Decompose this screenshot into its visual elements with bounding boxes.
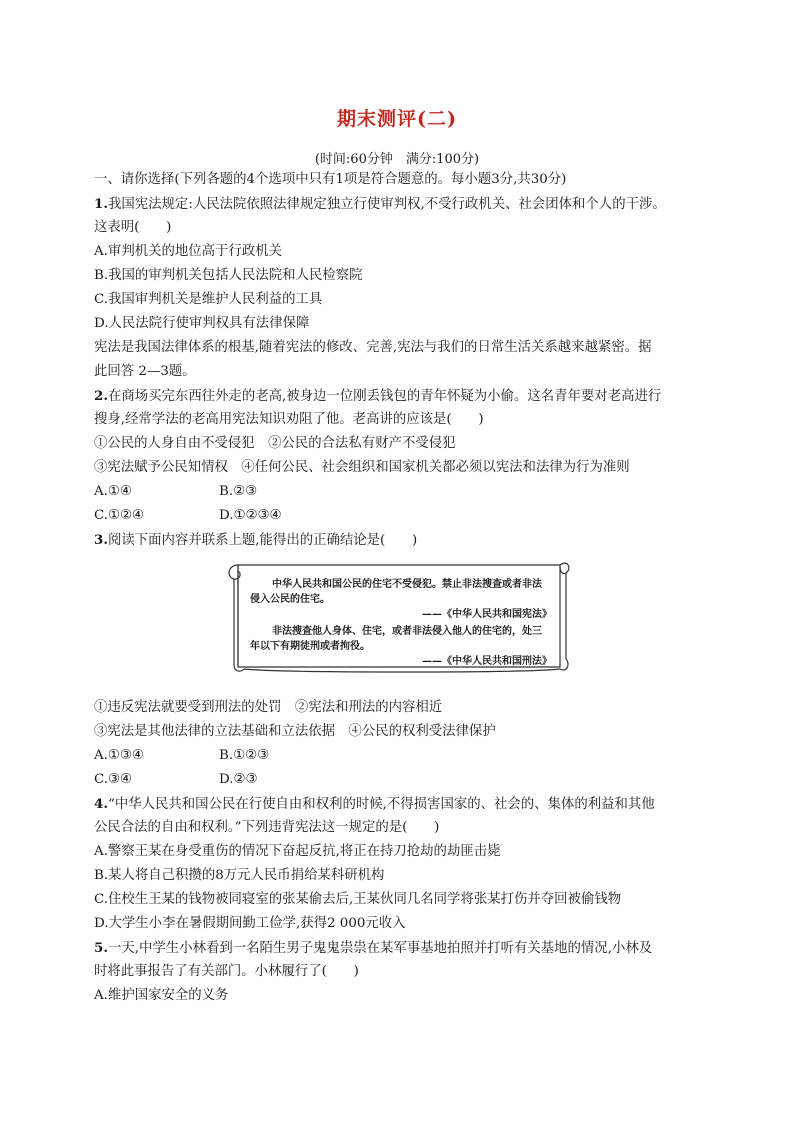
q2-option-a: A.①④ xyxy=(94,484,132,499)
question-number: 3. xyxy=(94,532,108,548)
question-text: 在商场买完东西往外走的老高,被身边一位刚丢钱包的青年怀疑为小偷。这名青年要对老高进行 xyxy=(107,389,662,404)
question-1-stem-cont: 这表明( ) xyxy=(94,220,172,235)
q2-options-row-2 xyxy=(94,506,282,526)
criminal-law-source: ——《中华人民共和国刑法》 xyxy=(422,656,552,667)
question-3-stem xyxy=(94,530,417,551)
q1-option-c: C.我国审判机关是维护人民利益的工具 xyxy=(94,292,323,307)
q1-option-d: D.人民法院行使审判权具有法律保障 xyxy=(94,316,310,331)
question-text: 我国宪法规定:人民法院依照法律规定独立行使审判权,不受行政机关、社会团体和个人的干涉。 xyxy=(107,197,666,212)
criminal-law-quote-line1: 非法搜查他人身体、住宅，或者非法侵入他人的住宅的，处三 xyxy=(272,626,542,637)
q2-option-b: B.②③ xyxy=(219,484,258,499)
question-4-stem-cont: 公民合法的自由和权利。”下列违背宪法这一规定的是( ) xyxy=(94,820,440,835)
question-number: 5. xyxy=(94,940,108,956)
question-text: 一天,中学生小林看到一名陌生男子鬼鬼祟祟在某军事基地拍照并打听有关基地的情况,小林及 xyxy=(107,941,653,956)
q4-option-a: A.警察王某在身受重伤的情况下奋起反抗,将正在持刀抢劫的劫匪击毙 xyxy=(94,844,501,859)
material-intro-cont: 此回答 2—3题。 xyxy=(94,364,196,379)
q4-option-d: D.大学生小李在暑假期间勤工俭学,获得2 000元收入 xyxy=(94,916,406,931)
q3-option-c: C.③④ xyxy=(94,772,133,787)
question-text: “中华人民共和国公民在行使自由和权利的时候,不得损害国家的、社会的、集体的利益和其他 xyxy=(107,797,655,812)
question-2-stem-cont: 搜身,经常学法的老高用宪法知识劝阻了他。老高讲的应该是( ) xyxy=(94,412,484,427)
constitution-source: ——《中华人民共和国宪法》 xyxy=(422,609,552,620)
q3-option-b: B.①②③ xyxy=(219,748,270,763)
q2-items-2: ③宪法赋予公民知情权 ④任何公民、社会组织和国家机关都必须以宪法和法律为行为准则 xyxy=(94,460,630,475)
page-title: 期末测评(二) xyxy=(337,108,457,130)
q3-option-a: A.①③④ xyxy=(94,748,144,763)
question-1-stem xyxy=(94,194,666,215)
criminal-law-quote-line2: 年以下有期徒刑或者拘役。 xyxy=(250,641,370,652)
question-number: 1. xyxy=(94,196,108,212)
question-text: 阅读下面内容并联系上题,能得出的正确结论是( ) xyxy=(107,533,418,548)
q3-options-row-1 xyxy=(94,746,269,766)
exam-info: (时间:60分钟 满分:100分) xyxy=(314,152,480,167)
material-intro: 宪法是我国法律体系的根基,随着宪法的修改、完善,宪法与我们的日常生活关系越来越紧密。据 xyxy=(94,340,652,355)
constitution-quote-line2: 侵入公民的住宅。 xyxy=(250,594,330,605)
q3-option-d: D.②③ xyxy=(219,772,258,787)
question-2-stem xyxy=(94,386,661,407)
q3-options-row-2 xyxy=(94,770,258,790)
constitution-quote-line1: 中华人民共和国公民的住宅不受侵犯。禁止非法搜查或者非法 xyxy=(272,579,542,590)
q2-option-c: C.①②④ xyxy=(94,508,145,523)
question-number: 4. xyxy=(94,796,108,812)
q4-option-c: C.住校生王某的钱物被同寝室的张某偷去后,王某伙同几名同学将张某打伤并夺回被偷钱物 xyxy=(94,892,622,907)
question-5-stem xyxy=(94,938,652,959)
section-header: 一、请你选择(下列各题的4个选项中只有1项是符合题意的。每小题3分,共30分) xyxy=(94,172,567,187)
q3-items-1: ①违反宪法就要受到刑法的处罚 ②宪法和刑法的内容相近 xyxy=(94,700,443,715)
q4-option-b: B.某人将自己积攒的8万元人民币捐给某科研机构 xyxy=(94,868,385,883)
q3-items-2: ③宪法是其他法律的立法基础和立法依据 ④公民的权利受法律保护 xyxy=(94,724,496,739)
question-number: 2. xyxy=(94,388,108,404)
q2-items-1: ①公民的人身自由不受侵犯 ②公民的合法私有财产不受侵犯 xyxy=(94,436,456,451)
question-4-stem xyxy=(94,794,655,815)
q1-option-b: B.我国的审判机关包括人民法院和人民检察院 xyxy=(94,268,363,283)
q2-options-row-1 xyxy=(94,482,257,502)
q5-option-a: A.维护国家安全的义务 xyxy=(94,988,229,1003)
q2-option-d: D.①②③④ xyxy=(219,508,282,523)
question-5-stem-cont: 时将此事报告了有关部门。小林履行了( ) xyxy=(94,964,359,979)
q1-option-a: A.审判机关的地位高于行政机关 xyxy=(94,244,283,259)
